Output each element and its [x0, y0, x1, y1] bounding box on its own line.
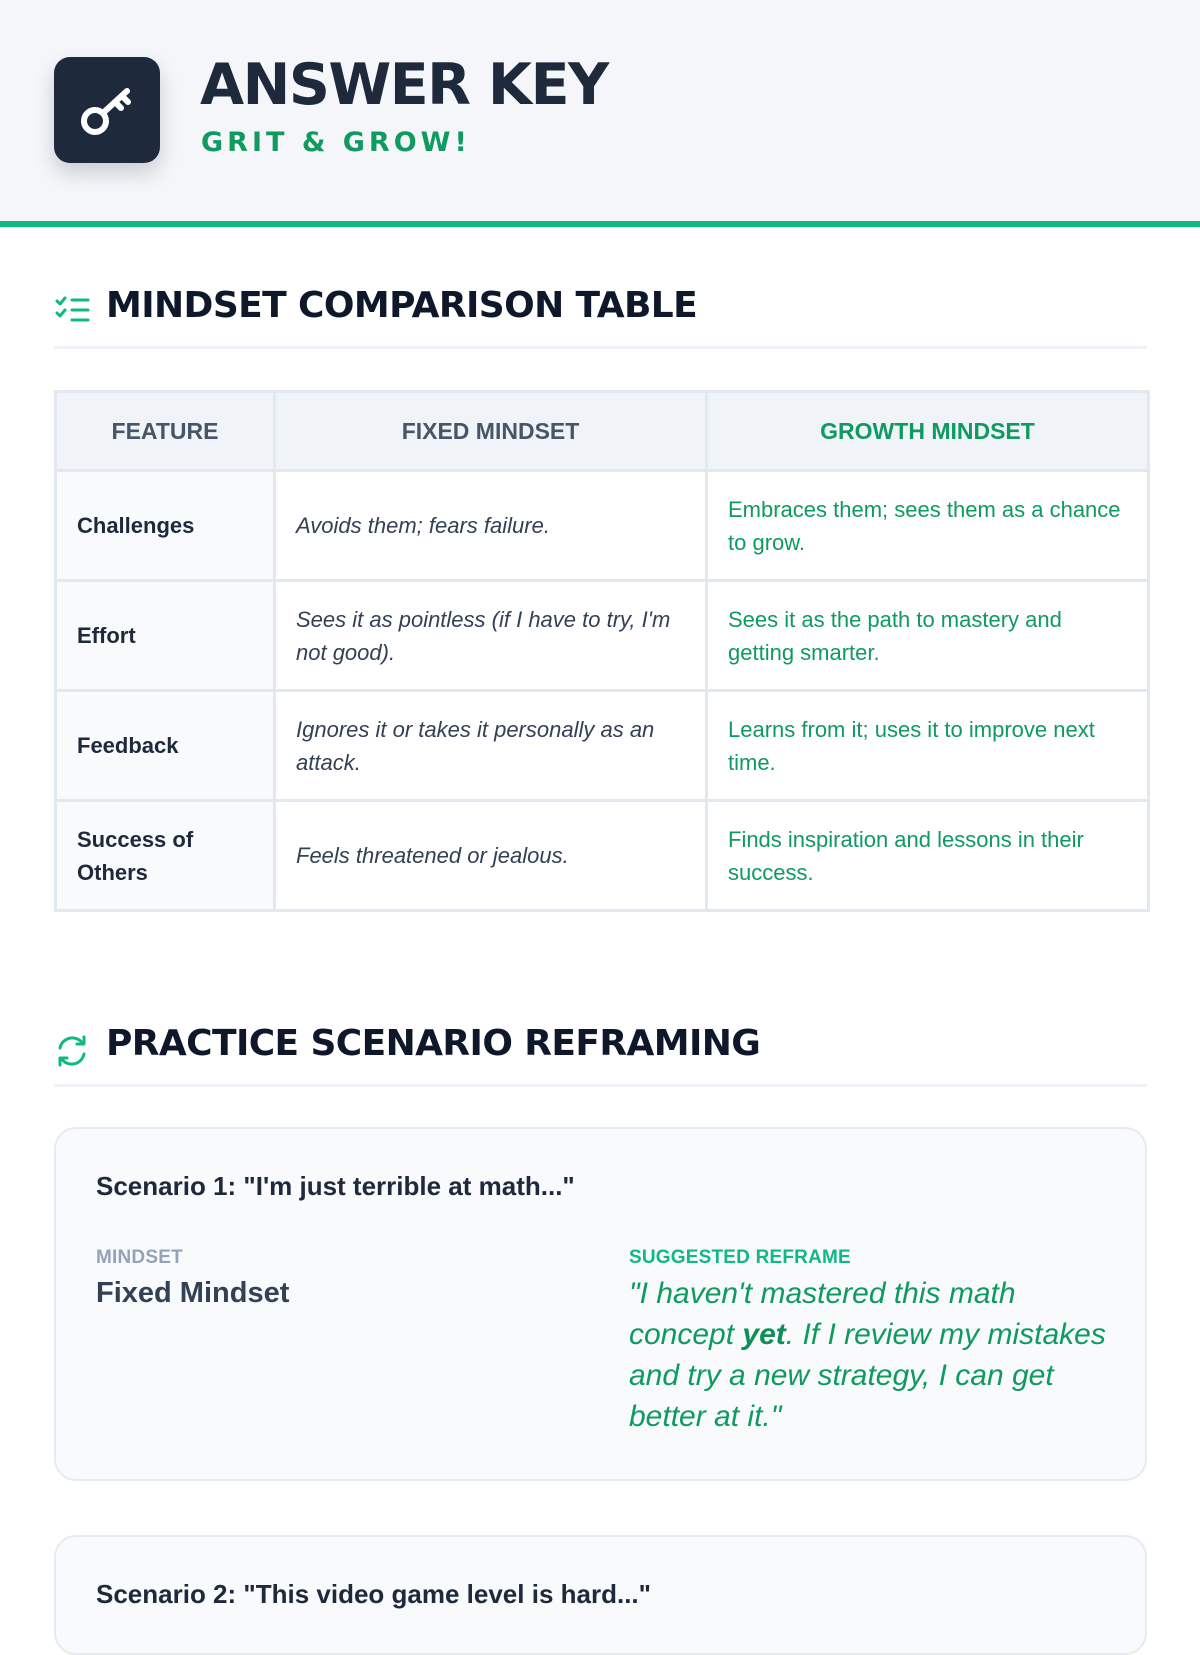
practice-section-header: [54, 1021, 1147, 1087]
scenario-card: [54, 1535, 1147, 1655]
feature-cell: Feedback: [56, 691, 275, 801]
fixed-cell: Avoids them; fears failure.: [275, 471, 707, 581]
growth-cell: Finds inspiration and lessons in their success.: [707, 801, 1149, 911]
suggested-reframe: [629, 1273, 1114, 1437]
table-row: [56, 691, 1149, 801]
fixed-cell: Ignores it or takes it personally as an attack.: [275, 691, 707, 801]
header-feature: FEATURE: [56, 392, 275, 471]
feature-cell: Effort: [56, 581, 275, 691]
answer-key-header: [0, 0, 1200, 227]
header-growth-mindset: GROWTH MINDSET: [707, 392, 1149, 471]
comparison-section-title: MINDSET COMPARISON TABLE: [106, 285, 698, 326]
growth-cell: Embraces them; sees them as a chance to grow.: [707, 471, 1149, 581]
feature-cell: Success of Others: [56, 801, 275, 911]
reframe-emphasis: yet: [742, 1318, 786, 1351]
growth-cell: Learns from it; uses it to improve next time.: [707, 691, 1149, 801]
scenario-question: Scenario 1: "I'm just terrible at math...": [96, 1171, 575, 1201]
feature-cell: Challenges: [56, 471, 275, 581]
comparison-section-header: [54, 283, 1147, 349]
mindset-value: Fixed Mindset: [96, 1277, 290, 1309]
key-icon: [75, 78, 139, 142]
page-title: ANSWER KEY: [200, 52, 608, 118]
reframe-label: SUGGESTED REFRAME: [629, 1247, 851, 1268]
fixed-cell: Sees it as pointless (if I have to try, I'm not good).: [275, 581, 707, 691]
growth-cell: Sees it as the path to mastery and getting smarter.: [707, 581, 1149, 691]
table-header-row: [56, 392, 1149, 471]
reframe-text-start: "I haven't mastered this math concept: [629, 1277, 1016, 1351]
scenario-question: Scenario 2: "This video game level is hard...": [96, 1579, 651, 1609]
scenario-card: [54, 1127, 1147, 1481]
table-row: [56, 581, 1149, 691]
page-subtitle: GRIT & GROW!: [201, 127, 471, 158]
header-fixed-mindset: FIXED MINDSET: [275, 392, 707, 471]
mindset-label: MINDSET: [96, 1247, 183, 1268]
table-row: [56, 471, 1149, 581]
refresh-icon: [54, 1033, 90, 1069]
logo-badge: [54, 57, 160, 163]
checklist-icon: [54, 295, 90, 325]
reframe-text-end: . If I review my mistakes and try a new strategy, I can get better at it.": [629, 1318, 1106, 1433]
practice-section-title: PRACTICE SCENARIO REFRAMING: [106, 1023, 761, 1064]
mindset-comparison-table: [54, 390, 1150, 912]
fixed-cell: Feels threatened or jealous.: [275, 801, 707, 911]
table-row: [56, 801, 1149, 911]
